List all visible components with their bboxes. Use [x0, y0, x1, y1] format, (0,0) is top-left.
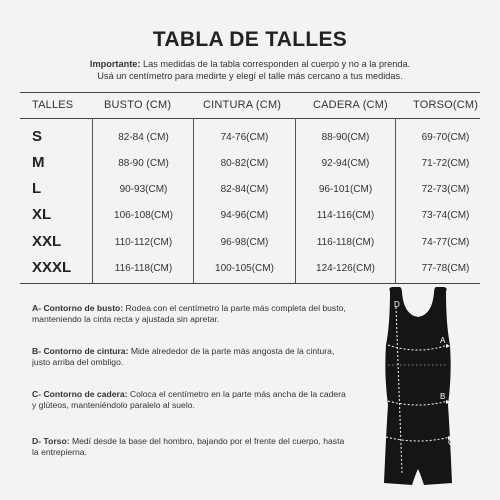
- definition-label: D- Torso:: [32, 436, 70, 446]
- label-a: A: [440, 336, 446, 345]
- important-note: [60, 58, 440, 82]
- size-label: XL: [32, 206, 52, 223]
- cell-torso: 72-73(CM): [421, 184, 470, 195]
- size-label: S: [32, 128, 43, 145]
- label-c: C: [448, 438, 454, 447]
- definition-cintura: [32, 346, 352, 368]
- cell-torso: 71-72(CM): [421, 158, 470, 169]
- definition-label: B- Contorno de cintura:: [32, 346, 129, 356]
- cell-cintura: 94-96(CM): [220, 210, 269, 221]
- col-divider-4: [395, 118, 396, 283]
- size-label: M: [32, 154, 45, 171]
- definition-text: Coloca el centímetro en la parte más ancha de la cadera y glúteos, manteniéndolo paralelo al suelo.: [32, 389, 346, 410]
- cell-cintura: 80-82(CM): [220, 158, 269, 169]
- header-cadera: CADERA (CM): [313, 99, 388, 111]
- cell-busto: 90-93(CM): [119, 184, 168, 195]
- table-top-line: [20, 92, 480, 93]
- cell-busto: 110-112(CM): [114, 237, 173, 248]
- cell-busto: 116-118(CM): [114, 263, 173, 274]
- header-busto: BUSTO (CM): [104, 99, 172, 111]
- definition-torso: [32, 436, 352, 458]
- bodysuit-illustration: [368, 285, 468, 490]
- size-label: L: [32, 180, 42, 197]
- size-label: XXXL: [32, 259, 72, 276]
- header-cintura: CINTURA (CM): [203, 99, 282, 111]
- bodysuit-shape: [384, 287, 452, 485]
- note-line1: Las medidas de la tabla corresponden al cuerpo y no a la prenda.: [142, 59, 411, 69]
- cell-cadera: 124-126(CM): [316, 263, 375, 274]
- cell-torso: 73-74(CM): [421, 210, 470, 221]
- cell-cadera: 88-90(CM): [321, 132, 370, 143]
- cell-torso: 74-77(CM): [421, 237, 470, 248]
- note-bold: Importante:: [89, 59, 141, 69]
- label-b: B: [440, 392, 446, 401]
- definition-busto: [32, 303, 352, 325]
- definition-label: C- Contorno de cadera:: [32, 389, 128, 399]
- header-torso: TORSO(CM): [413, 99, 479, 111]
- cell-cintura: 74-76(CM): [220, 132, 269, 143]
- table-header-line: [20, 118, 480, 119]
- cell-cintura: 82-84(CM): [220, 184, 269, 195]
- definition-cadera: [32, 389, 352, 411]
- label-d: D: [394, 300, 400, 309]
- definition-label: A- Contorno de busto:: [32, 303, 124, 313]
- page-title: TABLA DE TALLES: [152, 28, 348, 51]
- cell-torso: 69-70(CM): [421, 132, 470, 143]
- cell-busto: 106-108(CM): [114, 210, 173, 221]
- col-divider-2: [193, 118, 194, 283]
- cell-cintura: 100-105(CM): [215, 263, 274, 274]
- header-talles: TALLES: [32, 99, 74, 111]
- cell-cadera: 92-94(CM): [321, 158, 370, 169]
- cell-cintura: 96-98(CM): [220, 237, 269, 248]
- cell-busto: 88-90 (CM): [118, 158, 169, 169]
- definition-text: Medí desde la base del hombro, bajando por el frente del cuerpo, hasta la entrepierna.: [32, 436, 345, 457]
- cell-cadera: 96-101(CM): [318, 184, 373, 195]
- cell-torso: 77-78(CM): [421, 263, 470, 274]
- definition-text: Mide alrededor de la parte más angosta de la cintura, justo arriba del ombligo.: [32, 346, 335, 367]
- cell-cadera: 116-118(CM): [316, 237, 375, 248]
- note-line2: Usá un centímetro para medirte y elegí el talle más cercano a tus medidas.: [97, 71, 403, 81]
- col-divider-3: [295, 118, 296, 283]
- size-label: XXL: [32, 233, 62, 250]
- table-bottom-line: [20, 283, 480, 284]
- cell-cadera: 114-116(CM): [316, 210, 375, 221]
- definition-text: Rodea con el centímetro la parte más completa del busto, manteniendo la cinta recta y ajustada sin apretar.: [32, 303, 346, 324]
- col-divider-1: [92, 118, 93, 283]
- cell-busto: 82-84 (CM): [118, 132, 169, 143]
